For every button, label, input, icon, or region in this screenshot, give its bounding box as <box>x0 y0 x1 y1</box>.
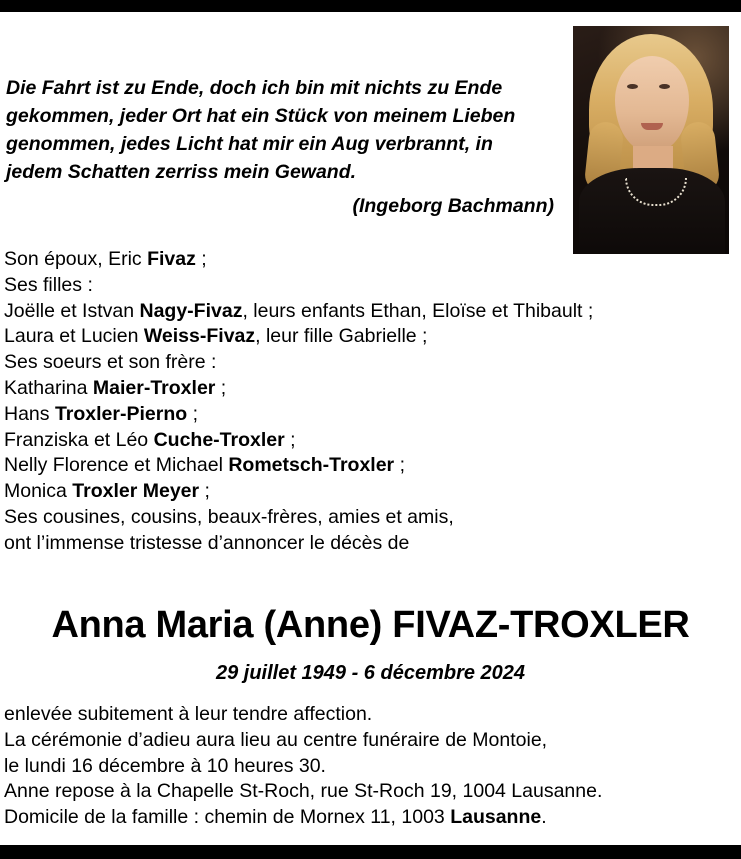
plain-text: Monica <box>4 480 73 503</box>
quote-author: (Ingeborg Bachmann) <box>352 195 554 217</box>
plain-text: ; <box>284 428 296 451</box>
text-line <box>4 505 724 531</box>
plain-text: enlevée subitement à leur tendre affection. <box>4 703 373 725</box>
text-line <box>4 273 724 299</box>
plain-text: ; <box>215 376 227 399</box>
text-line <box>4 453 724 479</box>
plain-text: Ses filles : <box>4 273 93 296</box>
plain-text: , leurs enfants Ethan, Eloïse et Thibault ; <box>242 299 594 322</box>
portrait-photo <box>573 26 729 254</box>
text-line <box>4 324 724 350</box>
plain-text: , leur fille Gabrielle ; <box>255 325 428 348</box>
portrait-mouth <box>641 123 663 130</box>
plain-text: . <box>541 806 547 829</box>
bottom-black-bar <box>0 845 741 859</box>
surname-text: Fivaz <box>147 248 196 270</box>
text-line <box>4 247 724 273</box>
plain-text: Laura et Lucien <box>4 325 144 348</box>
surname-text: Weiss-Fivaz <box>143 325 256 348</box>
top-black-bar <box>0 0 741 12</box>
text-line <box>4 805 734 831</box>
text-line <box>4 702 734 728</box>
surname-text: Rometsch-Troxler <box>228 454 395 477</box>
plain-text: ; <box>187 402 199 425</box>
surname-text: Cuche-Troxler <box>153 428 285 451</box>
text-line <box>4 531 724 557</box>
surname-text: Troxler-Pierno <box>54 402 188 425</box>
plain-text: ; <box>195 248 207 270</box>
plain-text: Katharina <box>4 376 93 399</box>
text-line <box>4 728 734 754</box>
surname-text: Maier-Troxler <box>92 376 216 399</box>
surname-text: Troxler Meyer <box>72 480 200 503</box>
plain-text: Ses cousines, cousins, beaux-frères, amies et amis, <box>4 505 454 528</box>
plain-text: ; <box>394 454 405 477</box>
plain-text: Domicile de la famille : chemin de Mornex 11, 1003 <box>4 806 451 829</box>
plain-text: Son époux, Eric <box>4 248 148 270</box>
text-line <box>4 428 724 454</box>
text-line <box>4 479 724 505</box>
text-line <box>4 299 724 325</box>
notice-content <box>0 12 741 845</box>
surname-text: Lausanne <box>450 806 542 829</box>
plain-text: Ses soeurs et son frère : <box>4 351 217 374</box>
plain-text: La cérémonie d’adieu aura lieu au centre funéraire de Montoie, <box>4 728 548 751</box>
memorial-quote: Die Fahrt ist zu Ende, doch ich bin mit nichts zu Ende gekommen, jeder Ort hat ein Stück von meinem Lieben genommen, jedes Licht hat mir ein Aug verbrannt, in jedem Schatten zerriss mein Gewand. <box>6 77 516 183</box>
family-announcement-block <box>4 247 724 557</box>
plain-text: Joëlle et Istvan <box>4 299 140 322</box>
text-line <box>4 402 724 428</box>
text-line <box>4 754 734 780</box>
life-dates: 29 juillet 1949 - 6 décembre 2024 <box>215 662 526 684</box>
plain-text: Hans <box>4 402 55 425</box>
ceremony-details-block <box>4 702 734 831</box>
plain-text: Nelly Florence et Michael <box>4 454 229 477</box>
surname-text: Nagy-Fivaz <box>139 299 243 322</box>
portrait-eye-left <box>627 84 638 89</box>
portrait-face <box>615 56 689 152</box>
portrait-eye-right <box>659 84 670 89</box>
text-line <box>4 350 724 376</box>
text-line <box>4 779 734 805</box>
deceased-name: Anna Maria (Anne) FIVAZ-TROXLER <box>51 604 690 646</box>
plain-text: le lundi 16 décembre à 10 heures 30. <box>4 754 326 777</box>
plain-text: ; <box>199 480 210 503</box>
text-line <box>4 376 724 402</box>
plain-text: Franziska et Léo <box>4 428 154 451</box>
plain-text: Anne repose à la Chapelle St-Roch, rue St-Roch 19, 1004 Lausanne. <box>4 780 603 803</box>
plain-text: ont l’immense tristesse d’annoncer le décès de <box>4 531 410 554</box>
